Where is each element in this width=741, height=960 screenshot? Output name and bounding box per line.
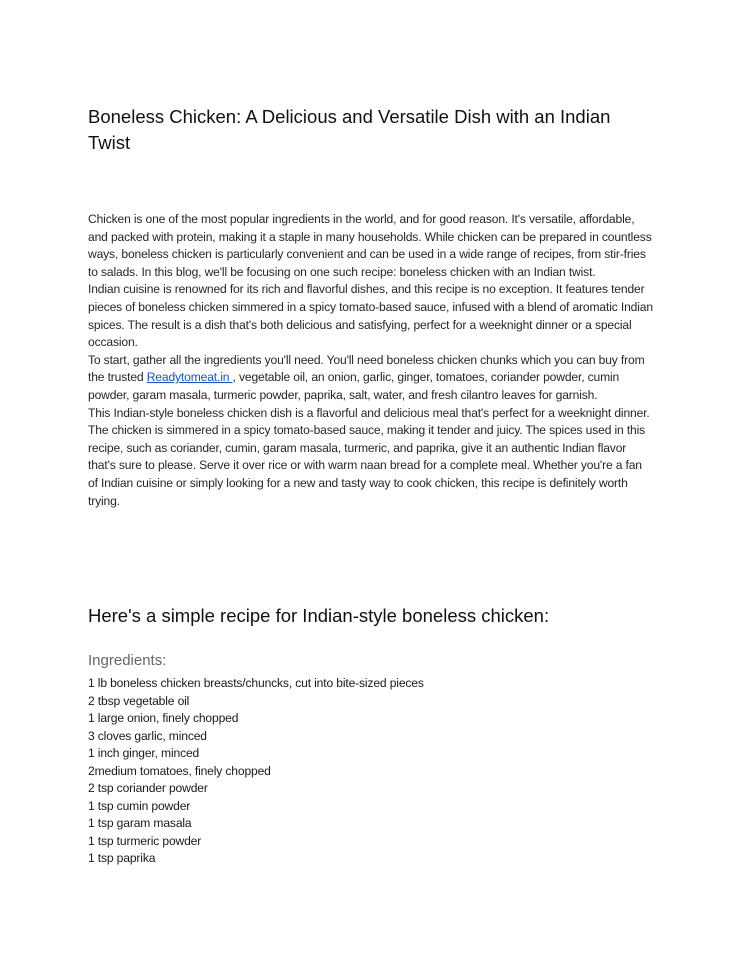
article-body bbox=[88, 211, 654, 510]
ingredient-item: 1 lb boneless chicken breasts/chuncks, cut into bite-sized pieces bbox=[88, 676, 424, 690]
ingredients-list bbox=[88, 675, 648, 868]
paragraph-intro: Chicken is one of the most popular ingredients in the world, and for good reason. It's versatile, affordable, and packed with protein, making it a staple in many households. While chicken can be prepared in countless ways, boneless chicken is particularly convenient and can be used in a wide range of recipes, from stir-fries to salads. In this blog, we'll be focusing on one such recipe: boneless chicken with an Indian twist. bbox=[88, 212, 652, 279]
ingredient-item: 2 tbsp vegetable oil bbox=[88, 693, 190, 708]
ingredient-item: 1 inch ginger, minced bbox=[88, 746, 200, 760]
article-title: Boneless Chicken: A Delicious and Versatile Dish with an Indian Twist bbox=[88, 106, 611, 153]
ingredients-heading: Ingredients: bbox=[88, 652, 167, 669]
readytomeat-link[interactable]: Readytomeat.in bbox=[146, 370, 233, 385]
paragraph-ingredients-text-start: To start, gather all the ingredients you'll need. You'll need boneless chicken chunks which you can buy from the trusted bbox=[88, 352, 645, 385]
ingredient-item: 1 tsp garam masala bbox=[88, 816, 192, 830]
ingredient-item: 1 tsp turmeric powder bbox=[88, 833, 202, 848]
recipe-heading: Here's a simple recipe for Indian-style boneless chicken: bbox=[88, 605, 550, 626]
ingredient-item: 3 cloves garlic, minced bbox=[88, 728, 207, 743]
ingredient-item: 1 tsp cumin powder bbox=[88, 798, 191, 813]
paragraph-ingredients-text-end: , vegetable oil, an onion, garlic, ginger, tomatoes, coriander powder, cumin powder, garam masala, turmeric powder, paprika, salt, water, and fresh cilantro leaves for garnish. bbox=[88, 370, 620, 402]
paragraph-summary: This Indian-style boneless chicken dish is a flavorful and delicious meal that's perfect for a weeknight dinner. The chicken is simmered in a spicy tomato-based sauce, making it tender and juicy. The spices used in this recipe, such as coriander, cumin, garam masala, turmeric, and paprika, give it an authentic Indian flavor that's sure to please. Serve it over rice or with warm naan bread for a complete meal. Whether you're a fan of Indian cuisine or simply looking for a new and tasty way to cook chicken, this recipe is definitely worth trying. bbox=[88, 405, 650, 508]
ingredient-item: 2 tsp coriander powder bbox=[88, 781, 208, 795]
paragraph-cuisine: Indian cuisine is renowned for its rich and flavorful dishes, and this recipe is no exception. It features tender pieces of boneless chicken simmered in a spicy tomato-based sauce, infused with a blend of aromatic Indian spices. The result is a dish that's both delicious and satisfying, perfect for a weeknight dinner or a special occasion. bbox=[88, 282, 653, 350]
ingredient-item: 1 tsp paprika bbox=[88, 851, 156, 865]
ingredient-item: 1 large onion, finely chopped bbox=[88, 711, 239, 725]
ingredient-item: 2medium tomatoes, finely chopped bbox=[88, 763, 271, 778]
paragraph-ingredients-intro bbox=[88, 352, 654, 405]
